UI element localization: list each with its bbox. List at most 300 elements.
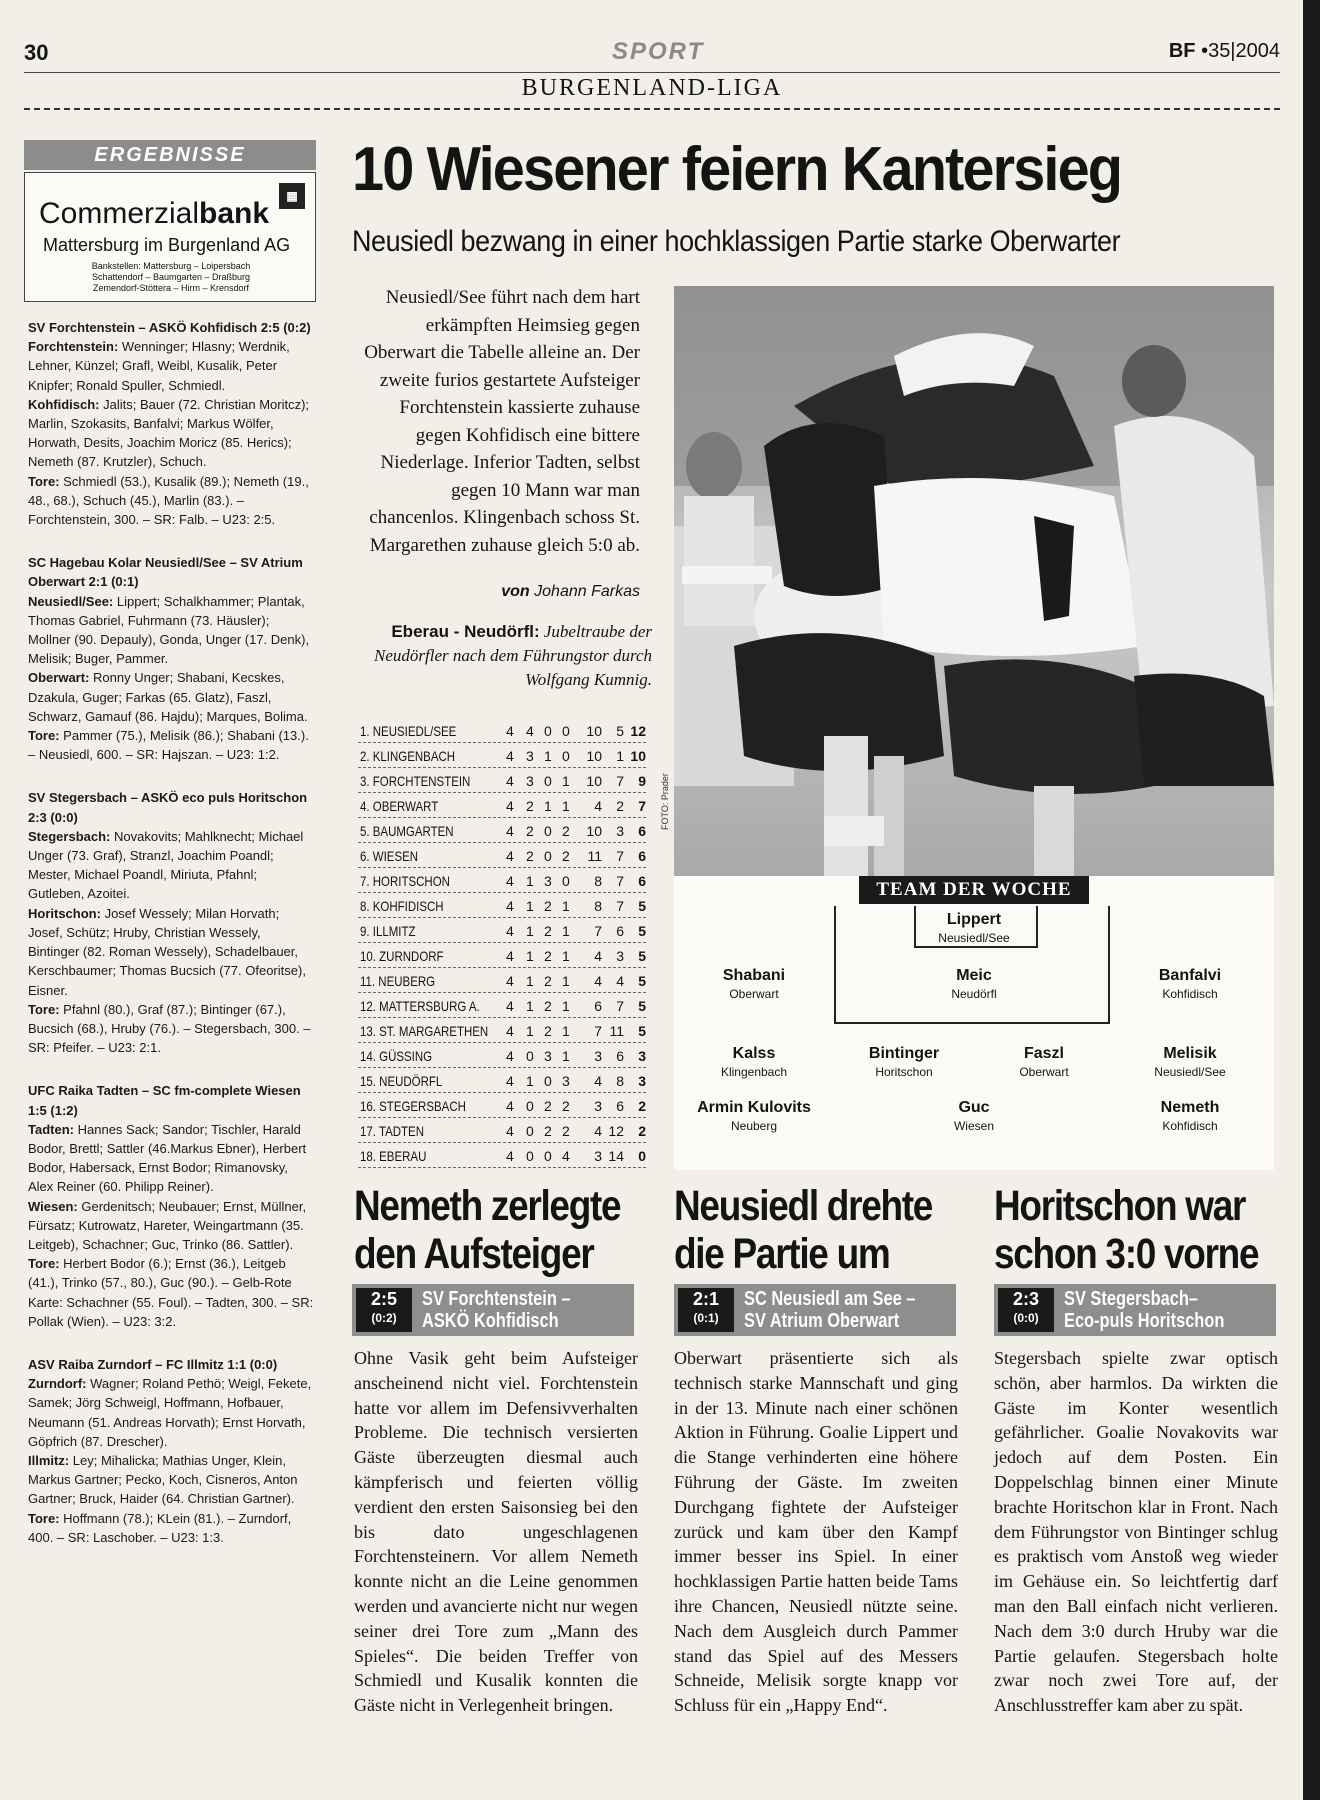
team-of-week [674, 876, 1274, 1170]
halftime-score: (0:2) [371, 1311, 397, 1325]
sponsor-name-plain: Commerzial [39, 197, 200, 230]
standings-l: 1 [562, 973, 570, 989]
goals-label: Tore: [28, 1510, 60, 1526]
standings-pts: 12 [630, 723, 646, 739]
standings-pts: 7 [638, 798, 646, 814]
lineup-label: Zurndorf: [28, 1376, 87, 1392]
standings-ga: 7 [616, 873, 624, 889]
story-text: Oberwart präsentierte sich als technisch starke Mannschaft und ging in der 13. Minute nach einer schönen Aktion in Führung. Goalie Lippert und die Stange verhinderten eine höhere Führung der Gäste. Im zweiten Durchgang fightete der Aufsteiger zurück und kam über den Kampf immer besser ins Spiel. In einer hochklassigen Partie hatten beide Tams ihre Chancen, Neusiedl nützte seine. Nach dem Ausgleich durch Pammer stand das Spiel auf des Messers Schneide, Melisik sorgte knapp vor Schluss für ein „Happy End“. [674, 1348, 958, 1716]
standings-p: 4 [506, 873, 514, 889]
final-score: 2:3 [1012, 1289, 1039, 1309]
standings-row [358, 993, 646, 1018]
standings-w: 1 [526, 973, 534, 989]
lineup-label: Forchtenstein: [28, 339, 119, 355]
standings-d: 2 [544, 1123, 552, 1139]
player-club: Kohfidisch [1162, 987, 1218, 1001]
standings-row [358, 893, 646, 918]
standings-d: 0 [544, 1073, 552, 1089]
standings-pts: 9 [638, 773, 646, 789]
standings-ga: 4 [616, 973, 624, 989]
lineup-label: Oberwart: [28, 670, 90, 686]
home-team: SC Neusiedl am See – [744, 1288, 916, 1310]
standings-l: 0 [562, 748, 570, 764]
standings-w: 1 [526, 998, 534, 1014]
player-defender [674, 966, 834, 1003]
match-result [28, 318, 314, 529]
sponsor-subtitle: Mattersburg im Burgenland AG [43, 235, 291, 255]
standings-pts: 5 [638, 898, 646, 914]
standings-ga: 5 [616, 723, 624, 739]
standings-gf: 3 [594, 1148, 602, 1164]
byline-author: Johann Farkas [534, 583, 640, 600]
lineup-text: Hannes Sack; Sandor; Tischler, Harald Bodor, Brettl; Sattler (46.Markus Ebner), Herbert Bodor, Habersack, Ernst Bodor; Rimanovsky, Alex Reiner (60. Philipp Reiner). [28, 1121, 307, 1195]
standings-d: 3 [544, 873, 552, 889]
standings-gf: 7 [594, 923, 602, 939]
standings-gf: 11 [587, 848, 602, 864]
standings-pts: 5 [638, 923, 646, 939]
standings-ga: 6 [616, 923, 624, 939]
goals-text: Hoffmann (78.); KLein (81.). – Zurndorf, 400. – SR: Laschober. – U23: 1:3. [28, 1510, 292, 1545]
standings-row [358, 1068, 646, 1093]
standings-d: 0 [544, 848, 552, 864]
goals-text: Pammer (75.), Melisik (86.); Shabani (13.). – Neusiedl, 600. – SR: Hajszan. – U23: 1:2. [28, 728, 309, 763]
lineup-label: Stegersbach: [28, 828, 111, 844]
standings-w: 1 [526, 898, 534, 914]
player-club: Neudörfl [951, 987, 997, 1001]
standings-l: 1 [562, 948, 570, 964]
main-subheadline: Neusiedl bezwang in einer hochklassigen Partie starke Oberwarter [352, 225, 1121, 258]
standings-row [358, 1118, 646, 1143]
standings-w: 0 [526, 1123, 534, 1139]
player-midfielder [964, 1044, 1124, 1081]
standings-pts: 6 [638, 848, 646, 864]
player-midfielder [824, 1044, 984, 1081]
standings-w: 3 [526, 748, 534, 764]
standings-row [358, 1143, 646, 1168]
goals-text: Herbert Bodor (6.); Ernst (36.), Leitgeb (41.), Trinko (57., 80.), Guc (90.). – Gelb-Rote Karte: Schachner (55. Foul). – Tadten, 300. – SR: Pollak (Wien). – U23: 3:2. [28, 1256, 314, 1329]
standings-pts: 10 [630, 748, 646, 764]
player-name: Melisik [1163, 1045, 1217, 1062]
standings-team: 8. KOHFIDISCH [360, 898, 444, 914]
standings-l: 1 [562, 998, 570, 1014]
player-club: Neusiedl/See [1154, 1065, 1226, 1079]
standings-p: 4 [506, 948, 514, 964]
story-text: Stegersbach spielte zwar optisch schön, aber harmlos. Da wirkten die Gäste im Konter wesentlich gefährlicher. Goalie Novakovits war jedoch auf dem Posten. Ein Doppelschlag binnen einer Minute brachte Horitschon klar in Front. Nach dem Führungstor von Bintinger schlug es praktisch vom Anstoß weg wieder im Gehäuse ein. So leichtfertig darf man den Ball einfach nicht verlieren. Nach dem 3:0 durch Hruby war die Partie gelaufen. Stegersbach holte zwar noch zwei Tore auf, der Anschlusstreffer kam aber zu spät. [994, 1348, 1278, 1716]
home-team: SV Stegersbach– [1064, 1288, 1199, 1310]
sponsor-name-bold: bank [199, 197, 270, 230]
match-result [28, 553, 314, 764]
score-box [678, 1288, 734, 1332]
standings-l: 2 [562, 823, 570, 839]
story-headline-line: Nemeth zerlegte [354, 1182, 621, 1230]
standings-ga: 12 [608, 1123, 624, 1139]
standings-row [358, 1093, 646, 1118]
away-team: ASKÖ Kohfidisch [422, 1310, 559, 1332]
standings-d: 2 [544, 973, 552, 989]
player-forward [674, 1098, 834, 1135]
match-title: ASV Raiba Zurndorf – FC Illmitz 1:1 (0:0) [28, 1356, 278, 1372]
photo-credit: FOTO: Prader [660, 773, 670, 830]
player-name: Meic [956, 967, 992, 984]
standings-ga: 3 [616, 948, 624, 964]
standings-d: 0 [544, 823, 552, 839]
player-club: Kohfidisch [1162, 1119, 1218, 1133]
standings-row [358, 918, 646, 943]
standings-l: 1 [562, 798, 570, 814]
standings-w: 2 [526, 848, 534, 864]
standings-p: 4 [506, 723, 514, 739]
standings-l: 1 [562, 898, 570, 914]
score-banner [352, 1284, 634, 1336]
standings-ga: 6 [616, 1048, 624, 1064]
standings-team: 9. ILLMITZ [360, 923, 416, 939]
final-score: 2:5 [370, 1289, 397, 1309]
standings-ga: 6 [616, 1098, 624, 1114]
player-forward [1110, 1098, 1270, 1135]
sponsor-branches-2: Schattendorf – Baumgarten – Draßburg [91, 272, 251, 282]
goals-text: Schmiedl (53.), Kusalik (89.); Nemeth (19., 48., 68.), Schuch (45.), Marlin (83.). – Forchtenstein, 300. – SR: Falb. – U23: 2:5. [28, 473, 309, 528]
standings-l: 0 [562, 873, 570, 889]
standings-team: 2. KLINGENBACH [360, 748, 456, 764]
standings-p: 4 [506, 998, 514, 1014]
byline [360, 583, 640, 601]
standings-ga: 7 [616, 773, 624, 789]
lineup-text: Wenninger; Hlasny; Werdnik, Lehner, Künzel; Grafl, Weibl, Kusalik, Peter Knipfer; Ronald Spuller, Schmiedl. [28, 339, 290, 393]
standings-gf: 4 [594, 973, 602, 989]
standings-team: 5. BAUMGARTEN [360, 823, 454, 839]
standings-gf: 6 [594, 998, 602, 1014]
photo-illustration [674, 286, 1274, 906]
story-headline-line: Horitschon war [994, 1182, 1246, 1230]
standings-l: 0 [562, 723, 570, 739]
standings-row [358, 718, 646, 743]
player-name: Bintinger [868, 1045, 940, 1062]
standings-p: 4 [506, 1048, 514, 1064]
standings-gf: 4 [594, 1073, 602, 1089]
player-name: Shabani [722, 967, 786, 984]
standings-d: 2 [544, 998, 552, 1014]
standings-gf: 3 [594, 1048, 602, 1064]
story-text: Ohne Vasik geht beim Aufsteiger anscheinend nicht viel. Forchtenstein hatte vor allem im Defensivverhalten Probleme. Die technisch versierten Gäste überzeugten diesmal auch kämpferisch und feierten völlig verdient den ersten Saisonsieg bei den bis dato ungeschlagenen Forchtensteinern. Vor allem Nemeth konnte nicht an die Leine genommen werden und avancierte nicht nur wegen seiner drei Tore zum „Mann des Spieles“. Die beiden Treffer von Schmiedl und Kusalik konnten die Gäste nicht in Verlegenheit bringen. [354, 1348, 638, 1716]
standings-team: 10. ZURNDORF [360, 948, 444, 964]
lineup-text: Wagner; Roland Pethö; Weigl, Fekete, Samek; Jörg Schweigl, Hoffmann, Hofbauer, Neumann (51. Andreas Horvath); Ernst Horvath, Göpfrich (87. Drescher). [28, 1376, 312, 1449]
standings-p: 4 [506, 773, 514, 789]
lineup-label: Horitschon: [28, 905, 101, 921]
halftime-score: (0:1) [693, 1311, 719, 1325]
standings-team: 4. OBERWART [360, 798, 439, 814]
standings-pts: 5 [638, 948, 646, 964]
standings-row [358, 1043, 646, 1068]
standings-p: 4 [506, 1123, 514, 1139]
standings-d: 1 [544, 798, 552, 814]
standings-l: 4 [562, 1148, 570, 1164]
standings-p: 4 [506, 1098, 514, 1114]
halftime-score: (0:0) [1013, 1311, 1039, 1325]
standings-ga: 14 [608, 1148, 624, 1164]
header-dashed-rule [24, 108, 1280, 110]
sponsor-branches-1: Bankstellen: Mattersburg – Loipersbach [91, 261, 251, 271]
standings-row [358, 818, 646, 843]
standings-gf: 4 [594, 798, 602, 814]
team-celebration-photo [674, 286, 1274, 906]
standings-d: 2 [544, 898, 552, 914]
standings-row [358, 793, 646, 818]
standings-p: 4 [506, 798, 514, 814]
standings-l: 1 [562, 923, 570, 939]
lineup-text: Lippert; Schalkhammer; Plantak, Thomas Gabriel, Fuhrmann (73. Häusler); Mollner (90. Depauly), Gonda, Unger (17. Denk), Melisik; Buger, Pammer. [28, 593, 310, 667]
standings-ga: 2 [616, 798, 624, 814]
standings-w: 2 [526, 798, 534, 814]
score-box [998, 1288, 1054, 1332]
lineup-text: Ronny Unger; Shabani, Kecskes, Dzakula, Guger; Farkas (65. Glatz), Faszl, Schwarz, Gamauf (86. Hajdu); Marques, Bolima. [28, 670, 308, 724]
standings-gf: 8 [594, 898, 602, 914]
goals-label: Tore: [28, 1001, 60, 1017]
standings-pts: 3 [638, 1073, 646, 1089]
standings-w: 2 [526, 823, 534, 839]
player-defender [1110, 966, 1270, 1003]
page-number: 30 [24, 40, 49, 65]
standings-gf: 4 [594, 1123, 602, 1139]
standings-team: 7. HORITSCHON [360, 873, 450, 889]
sponsor-box [24, 172, 316, 302]
standings-pts: 6 [638, 873, 646, 889]
standings-p: 4 [506, 848, 514, 864]
lineup-text: Gerdenitsch; Neubauer; Ernst, Müllner, Fürsatz; Kutrowatz, Hareter, Weingartmann (35. Leitgeb), Schachner; Guc, Trinko (86. Sattler). [28, 1198, 307, 1252]
standings-pts: 2 [638, 1098, 646, 1114]
issue-number: •35|2004 [1201, 40, 1280, 62]
player-forward [894, 1098, 1054, 1135]
standings-team: 14. GÜSSING [360, 1048, 433, 1064]
match-result [28, 788, 314, 1057]
standings-w: 0 [526, 1148, 534, 1164]
player-name: Banfalvi [1158, 967, 1222, 984]
standings-l: 2 [562, 1123, 570, 1139]
goals-label: Tore: [28, 728, 60, 744]
story-headline-line: Neusiedl drehte [674, 1182, 933, 1230]
standings-d: 0 [544, 773, 552, 789]
match-title: SV Forchtenstein – ASKÖ Kohfidisch 2:5 (0:2) [28, 320, 311, 335]
standings-team: 17. TADTEN [360, 1123, 425, 1139]
standings-pts: 5 [638, 1023, 646, 1039]
standings-team: 18. EBERAU [360, 1148, 427, 1164]
standings-row [358, 868, 646, 893]
standings-pts: 6 [638, 823, 646, 839]
standings-team: 11. NEUBERG [360, 973, 436, 989]
standings-row [358, 968, 646, 993]
player-defender [894, 966, 1054, 1003]
story-headline-line: die Partie um [674, 1230, 890, 1278]
standings-p: 4 [506, 1023, 514, 1039]
standings-p: 4 [506, 923, 514, 939]
player-club: Wiesen [953, 1119, 994, 1133]
photo-caption [356, 620, 652, 692]
standings-ga: 7 [616, 898, 624, 914]
standings-p: 4 [506, 898, 514, 914]
standings-team: 15. NEUDÖRFL [360, 1073, 443, 1089]
player-club: Oberwart [729, 987, 779, 1001]
standings-l: 1 [562, 1023, 570, 1039]
match-result [28, 1355, 314, 1547]
standings-gf: 3 [594, 1098, 602, 1114]
results-list [28, 318, 314, 1571]
standings-row [358, 743, 646, 768]
standings-team: 16. STEGERSBACH [360, 1098, 466, 1114]
sponsor-branches-3: Zemendorf-Stöttera – Hirm – Krensdorf [92, 283, 250, 293]
player-name: Nemeth [1160, 1099, 1220, 1116]
score-banner [674, 1284, 956, 1336]
player-club: Horitschon [875, 1065, 933, 1079]
away-team: SV Atrium Oberwart [744, 1310, 900, 1332]
team-of-week-title: TEAM DER WOCHE [859, 876, 1089, 904]
issue-brand: BF [1168, 40, 1196, 62]
standings-d: 3 [544, 1048, 552, 1064]
lineup-label: Kohfidisch: [28, 396, 100, 412]
lineup-text: Novakovits; Mahlknecht; Michael Unger (73. Graf), Stranzl, Joachim Poandl; Mester, Michael Poandl, Miriuta, Pfahnl; Gutleben, Azoitei. [28, 828, 304, 902]
goals-label: Tore: [28, 1256, 60, 1272]
story-headline [994, 1182, 1259, 1278]
sponsor-logo [39, 197, 269, 231]
lineup-text: Ley; Mihalicka; Mathias Unger, Klein, Markus Gartner; Pecko, Koch, Cisneros, Anton Gartner; Bruck, Haider (64. Christian Gartner). [28, 1452, 298, 1507]
match-title: SC Hagebau Kolar Neusiedl/See – SV Atrium Oberwart 2:1 (0:1) [28, 555, 303, 590]
final-score: 2:1 [692, 1289, 719, 1309]
issue-info [1169, 40, 1280, 63]
caption-lead: Eberau - Neudörfl: [391, 622, 540, 641]
header-rule [24, 72, 1280, 73]
standings-l: 1 [562, 773, 570, 789]
standings-p: 4 [506, 748, 514, 764]
standings-ga: 3 [616, 823, 624, 839]
lineup-label: Illmitz: [28, 1452, 70, 1468]
standings-team: 1. NEUSIEDL/SEE [360, 723, 457, 739]
player-club: Neusiedl/See [938, 931, 1010, 945]
standings-ga: 8 [616, 1073, 624, 1089]
byline-prefix: von [501, 583, 530, 600]
standings-team: 13. ST. MARGARETHEN [360, 1023, 489, 1039]
standings-gf: 10 [586, 773, 602, 789]
standings-d: 0 [544, 1148, 552, 1164]
standings-table [358, 718, 646, 1168]
player-name: Lippert [946, 911, 1002, 928]
lineup-label: Tadten: [28, 1121, 74, 1137]
goals-text: Pfahnl (80.), Graf (87.); Bintinger (67.), Bucsich (68.), Hruby (76.). – Stegersbach, 300. – SR: Pfeifer. – U23: 2:1. [28, 1001, 311, 1056]
standings-w: 1 [526, 1023, 534, 1039]
player-club: Klingenbach [720, 1065, 788, 1079]
player-midfielder [674, 1044, 834, 1081]
story-headline-line: schon 3:0 vorne [994, 1230, 1259, 1278]
home-team: SV Forchtenstein – [422, 1288, 571, 1310]
player-club: Neuberg [730, 1119, 778, 1133]
standings-d: 2 [544, 1098, 552, 1114]
standings-gf: 10 [586, 748, 602, 764]
player-name: Kalss [732, 1045, 776, 1062]
player-club: Oberwart [1019, 1065, 1069, 1079]
main-headline: 10 Wiesener feiern Kantersieg [352, 135, 1122, 204]
standings-w: 1 [526, 948, 534, 964]
standings-gf: 10 [586, 823, 602, 839]
standings-p: 4 [506, 973, 514, 989]
standings-w: 0 [526, 1098, 534, 1114]
standings-w: 3 [526, 773, 534, 789]
standings-l: 1 [562, 1048, 570, 1064]
standings-l: 2 [562, 848, 570, 864]
standings-row [358, 768, 646, 793]
standings-ga: 7 [616, 848, 624, 864]
standings-l: 2 [562, 1098, 570, 1114]
page-edge [1303, 0, 1320, 1800]
standings-d: 2 [544, 923, 552, 939]
standings-gf: 8 [594, 873, 602, 889]
league-title: BURGENLAND-LIGA [521, 75, 783, 101]
standings-d: 1 [544, 748, 552, 764]
standings-pts: 5 [638, 973, 646, 989]
goals-label: Tore: [28, 473, 60, 489]
sponsor-logo-icon: ▦ [279, 183, 305, 209]
story-headline [354, 1182, 621, 1278]
standings-l: 3 [562, 1073, 570, 1089]
player-name: Guc [958, 1099, 990, 1116]
standings-pts: 5 [638, 998, 646, 1014]
caption-text: Jubeltraube der Neudörfler nach dem Führungstor durch Wolfgang Kumnig. [374, 622, 652, 689]
standings-gf: 4 [594, 948, 602, 964]
score-teams [1064, 1288, 1224, 1332]
lineup-label: Neusiedl/See: [28, 593, 114, 609]
lineup-text: Jalits; Bauer (72. Christian Moritcz); Marlin, Szokasits, Banfalvi; Markus Wölfer, Horwath, Desits, Joachim Moricz (85. Herics); Nemeth (87. Krutzler), Schuch. [28, 396, 310, 470]
story-headline [674, 1182, 933, 1278]
score-teams [744, 1288, 915, 1332]
standings-p: 4 [506, 1148, 514, 1164]
standings-row [358, 943, 646, 968]
standings-pts: 3 [638, 1048, 646, 1064]
player-name: Faszl [1023, 1045, 1064, 1062]
player-name: Armin Kulovits [697, 1099, 811, 1116]
story-headline-line: den Aufsteiger [354, 1230, 594, 1278]
standings-ga: 7 [616, 998, 624, 1014]
standings-w: 0 [526, 1048, 534, 1064]
standings-gf: 10 [586, 723, 602, 739]
standings-w: 1 [526, 923, 534, 939]
standings-row [358, 1018, 646, 1043]
standings-d: 2 [544, 1023, 552, 1039]
section-title: SPORT [612, 38, 705, 65]
standings-gf: 7 [594, 1023, 602, 1039]
match-result [28, 1081, 314, 1331]
standings-w: 1 [526, 1073, 534, 1089]
away-team: Eco-puls Horitschon [1064, 1310, 1225, 1332]
results-heading: ERGEBNISSE [24, 140, 316, 170]
standings-pts: 2 [638, 1123, 646, 1139]
article-intro: Neusiedl/See führt nach dem hart erkämpften Heimsieg gegen Oberwart die Tabelle alleine an. Der zweite furios gestartete Aufsteiger Forchtenstein kassierte zuhause gegen Kohfidisch eine bittere Niederlage. Inferior Tadten, selbst gegen 10 Mann war man chancenlos. Klingenbach schoss St. Margarethen zuhause gleich 5:0 ab. [364, 287, 640, 556]
match-title: SV Stegersbach – ASKÖ eco puls Horitschon 2:3 (0:0) [28, 790, 308, 825]
standings-d: 0 [544, 723, 552, 739]
standings-p: 4 [506, 1073, 514, 1089]
player-goalkeeper [894, 910, 1054, 947]
score-box [356, 1288, 412, 1332]
standings-d: 2 [544, 948, 552, 964]
lineup-text: Josef Wessely; Milan Horvath; Josef, Schütz; Hruby, Christian Wessely, Bintinger (82. Roman Wessely), Schadelbauer, Kerschbaumer; Thomas Bucsich (77. Ofeoritse), Eisner. [28, 905, 306, 998]
lineup-label: Wiesen: [28, 1198, 78, 1214]
standings-w: 1 [526, 873, 534, 889]
standings-p: 4 [506, 823, 514, 839]
standings-pts: 0 [638, 1148, 646, 1164]
score-teams [422, 1288, 571, 1332]
standings-ga: 1 [616, 748, 624, 764]
standings-team: 6. WIESEN [360, 848, 419, 864]
player-midfielder [1110, 1044, 1270, 1081]
match-title: UFC Raika Tadten – SC fm-complete Wiesen 1:5 (1:2) [28, 1083, 301, 1118]
standings-row [358, 843, 646, 868]
standings-ga: 11 [609, 1023, 624, 1039]
standings-team: 12. MATTERSBURG A. [360, 998, 480, 1014]
